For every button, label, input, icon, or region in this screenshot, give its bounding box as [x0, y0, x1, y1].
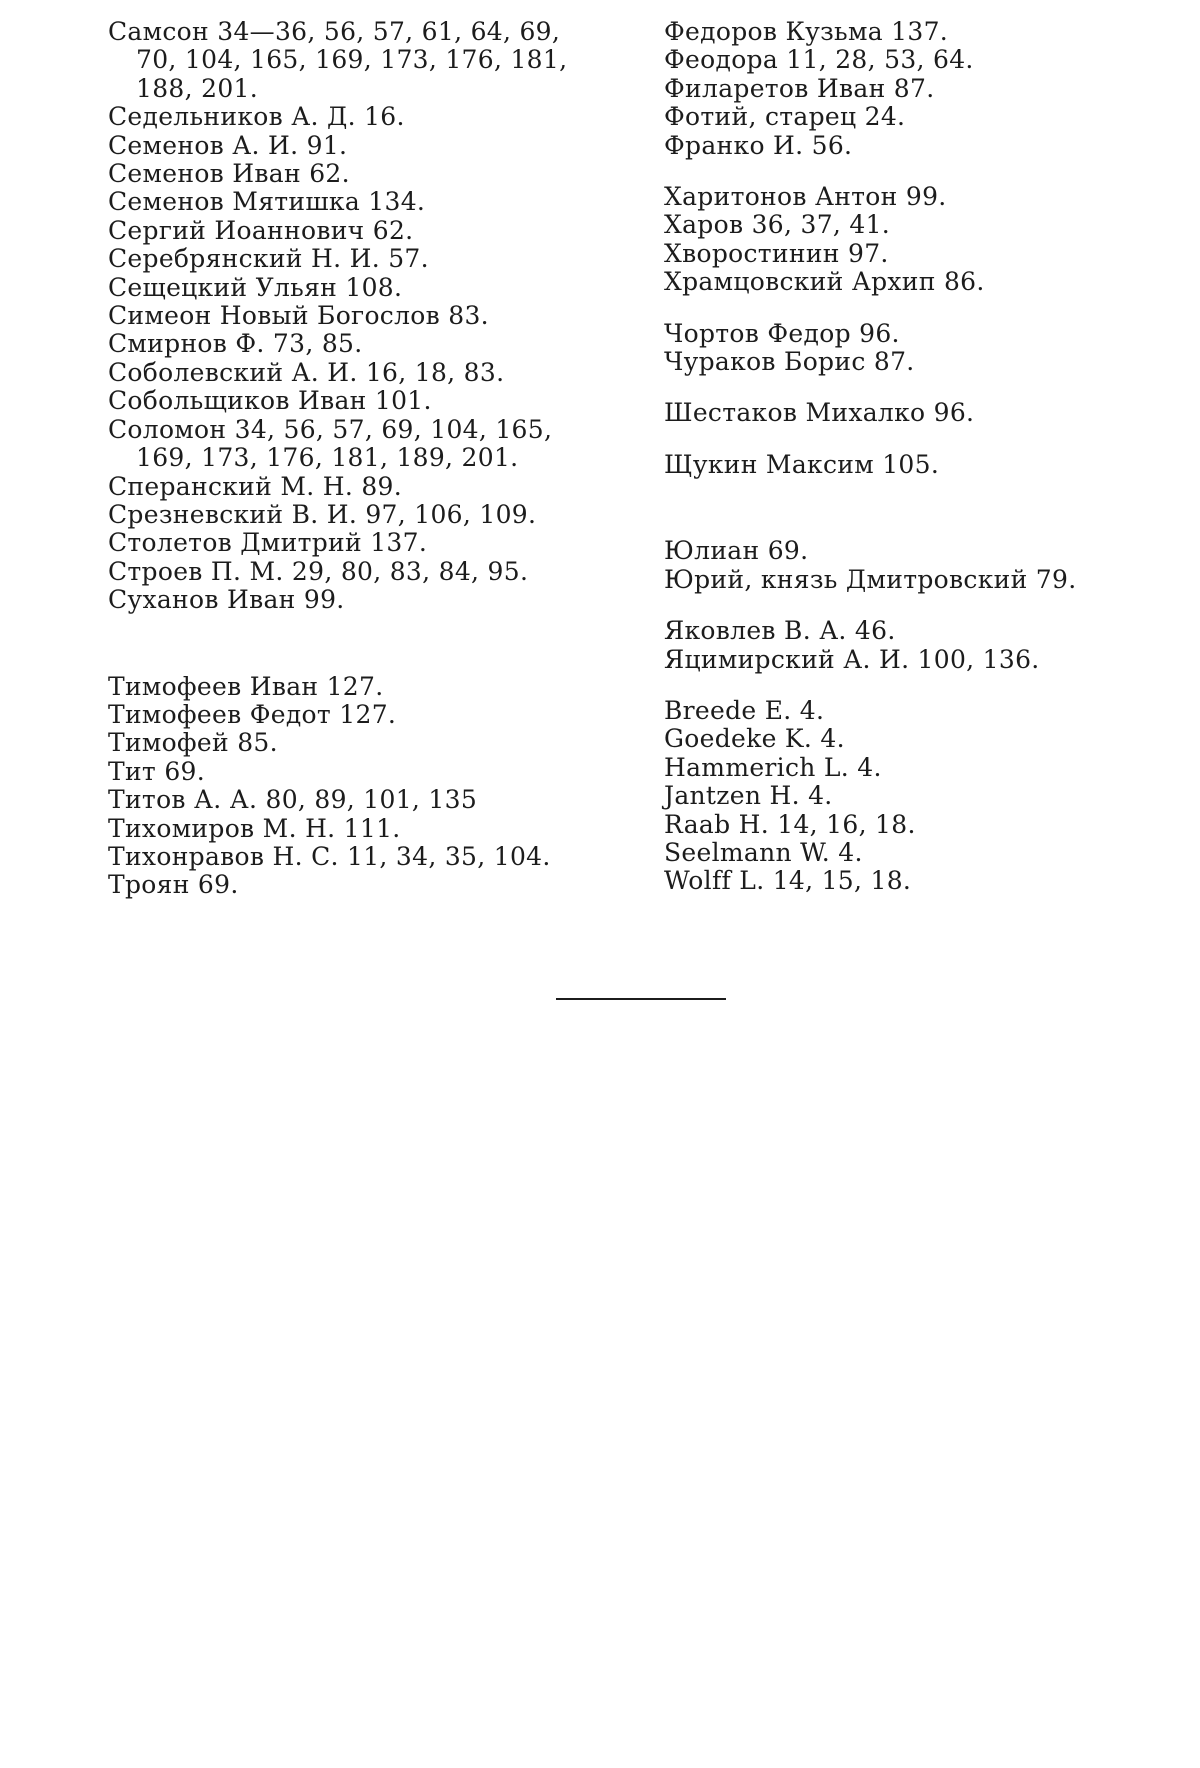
index-entry [108, 330, 628, 358]
index-entry-continuation: 188, 201. [136, 73, 258, 103]
index-entry [108, 871, 628, 899]
index-entry-text: Фотий, старец 24. [664, 102, 906, 132]
index-entry-text: Goedeke K. 4. [664, 724, 845, 754]
index-entry-text: Seelmann W. 4. [664, 837, 863, 867]
index-entry [108, 188, 628, 216]
index-entry [664, 211, 1184, 239]
index-entry-text: Серебрянский Н. И. 57. [108, 244, 429, 274]
index-entry-text: Храмцовский Архип 86. [664, 267, 985, 297]
index-entry-text: Семенов Мятишка 134. [108, 187, 426, 217]
index-group-h [664, 183, 1184, 297]
index-entry-text: Сперанский М. Н. 89. [108, 471, 403, 501]
index-group-s [108, 18, 628, 615]
index-entry-text: Яцимирский А. И. 100, 136. [664, 644, 1040, 674]
index-entry [664, 348, 1184, 376]
index-entry [108, 786, 628, 814]
index-entry-text: Jantzen H. 4. [664, 781, 833, 811]
end-rule-divider [556, 998, 726, 1000]
index-entry [664, 75, 1184, 103]
index-entry [664, 537, 1184, 565]
index-entry-text: Тит 69. [108, 756, 205, 786]
index-entry [664, 566, 1184, 594]
index-entry-text: Симеон Новый Богослов 83. [108, 301, 489, 331]
index-entry [664, 725, 1184, 753]
index-entry-text: Тихонравов Н. С. 11, 34, 35, 104. [108, 841, 551, 871]
index-entry-continuation: 169, 173, 176, 181, 189, 201. [136, 443, 519, 473]
index-entry [664, 782, 1184, 810]
index-entry [664, 320, 1184, 348]
index-group-latin [664, 697, 1184, 896]
index-entry [664, 839, 1184, 867]
index-entry [664, 240, 1184, 268]
index-entry-text: Харов 36, 37, 41. [664, 210, 891, 240]
index-entry-text: Седельников А. Д. 16. [108, 102, 405, 132]
index-entry-text: Юрий, князь Дмитровский 79. [664, 564, 1077, 594]
index-entry-text: Тимофеев Иван 127. [108, 671, 384, 701]
index-entry-text: Столетов Дмитрий 137. [108, 528, 428, 558]
index-entry [664, 754, 1184, 782]
index-entry [108, 815, 628, 843]
index-entry-text: Щукин Максим 105. [664, 449, 940, 479]
index-entry-text: Тихомиров М. Н. 111. [108, 813, 401, 843]
index-entry-text: Сещецкий Ульян 108. [108, 272, 403, 302]
index-entry-text: Соломон 34, 56, 57, 69, 104, 165, [108, 414, 553, 444]
index-entry [108, 103, 628, 131]
index-entry-text: Франко И. 56. [664, 130, 853, 160]
index-group-yu [664, 537, 1184, 594]
index-entry [664, 18, 1184, 46]
index-entry [664, 399, 1184, 427]
index-entry [108, 529, 628, 557]
index-entry [664, 46, 1184, 74]
index-entry-text: Харитонов Антон 99. [664, 182, 947, 212]
index-group-f [664, 18, 1184, 160]
index-entry-text: Срезневский В. И. 97, 106, 109. [108, 499, 537, 529]
index-left-column [108, 18, 628, 900]
index-entry [108, 387, 628, 415]
index-entry-text: Чураков Борис 87. [664, 347, 915, 377]
index-entry-text: Шестаков Михалко 96. [664, 398, 975, 428]
index-entry [664, 451, 1184, 479]
index-right-column [664, 18, 1184, 896]
index-entry [108, 843, 628, 871]
index-entry [108, 302, 628, 330]
index-entry [664, 697, 1184, 725]
index-group-ch [664, 320, 1184, 377]
index-group-sh [664, 399, 1184, 427]
index-entry-text: Филаретов Иван 87. [664, 73, 935, 103]
index-entry [664, 811, 1184, 839]
index-entry-text: Феодора 11, 28, 53, 64. [664, 45, 974, 75]
index-entry-text: Соболевский А. И. 16, 18, 83. [108, 357, 505, 387]
index-entry [108, 586, 628, 614]
index-entry-text: Тимофей 85. [108, 728, 278, 758]
index-entry-text: Смирнов Ф. 73, 85. [108, 329, 363, 359]
index-entry-text: Hammerich L. 4. [664, 752, 882, 782]
index-entry-text: Wolff L. 14, 15, 18. [664, 866, 912, 896]
index-entry-text: Федоров Кузьма 137. [664, 17, 949, 46]
index-entry [108, 245, 628, 273]
index-entry [108, 359, 628, 387]
index-entry-text: Семенов А. И. 91. [108, 130, 348, 160]
index-entry [108, 558, 628, 586]
index-entry [108, 729, 628, 757]
index-entry [108, 501, 628, 529]
index-entry-text: Breede E. 4. [664, 695, 825, 725]
index-entry [108, 673, 628, 701]
index-entry [664, 646, 1184, 674]
index-entry [664, 867, 1184, 895]
index-entry-text: Суханов Иван 99. [108, 585, 345, 615]
index-entry [664, 268, 1184, 296]
index-entry [664, 183, 1184, 211]
index-entry-text: Строев П. М. 29, 80, 83, 84, 95. [108, 556, 529, 586]
index-entry-text: Собольщиков Иван 101. [108, 386, 432, 416]
index-entry-text: Троян 69. [108, 870, 239, 900]
index-entry [108, 701, 628, 729]
index-entry-text: Raab H. 14, 16, 18. [664, 809, 916, 839]
index-group-ya [664, 617, 1184, 674]
index-entry [108, 132, 628, 160]
index-entry-text: Сергий Иоаннович 62. [108, 215, 414, 245]
index-entry [108, 274, 628, 302]
index-entry-text: Самсон 34—36, 56, 57, 61, 64, 69, [108, 17, 561, 46]
index-entry-continuation: 70, 104, 165, 169, 173, 176, 181, [136, 45, 568, 75]
index-entry [108, 217, 628, 245]
index-entry-text: Чортов Федор 96. [664, 318, 900, 348]
index-entry-text: Тимофеев Федот 127. [108, 699, 397, 729]
index-entry-text: Хворостинин 97. [664, 238, 889, 268]
index-entry-text: Яковлев В. А. 46. [664, 616, 896, 646]
index-entry [108, 18, 628, 103]
index-entry [108, 416, 628, 473]
index-entry [108, 473, 628, 501]
index-entry [664, 617, 1184, 645]
index-entry [108, 160, 628, 188]
index-group-shch [664, 451, 1184, 479]
index-entry-text: Титов А. А. 80, 89, 101, 135 [108, 785, 478, 815]
index-entry [108, 758, 628, 786]
index-entry-text: Семенов Иван 62. [108, 159, 350, 189]
index-entry-text: Юлиан 69. [664, 536, 809, 566]
index-group-t [108, 673, 628, 900]
index-entry [664, 132, 1184, 160]
index-entry [664, 103, 1184, 131]
